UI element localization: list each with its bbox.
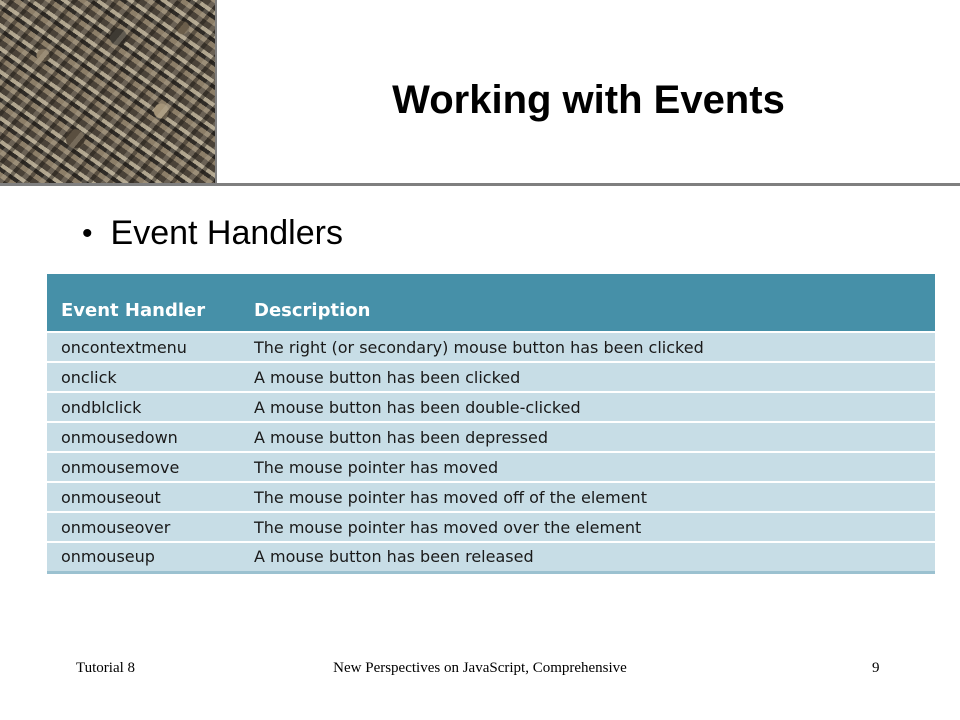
description-cell: The right (or secondary) mouse button has been clicked — [240, 332, 935, 362]
description-cell: A mouse button has been depressed — [240, 422, 935, 452]
header-event-handler: Event Handler — [47, 274, 240, 332]
bullet-text: Event Handlers — [110, 214, 343, 252]
description-cell: A mouse button has been double-clicked — [240, 392, 935, 422]
event-handler-cell: ondblclick — [47, 392, 240, 422]
header-description: Description — [240, 274, 935, 332]
header-photo — [0, 0, 215, 185]
event-handler-cell: onmousemove — [47, 452, 240, 482]
event-handler-cell: onmouseout — [47, 482, 240, 512]
table-row — [47, 392, 935, 422]
table-row — [47, 332, 935, 362]
table-header-row — [47, 274, 935, 332]
table-row — [47, 452, 935, 482]
footer-tutorial: Tutorial 8 — [76, 660, 136, 676]
event-handlers-table — [47, 274, 935, 574]
bullet-dot-icon: • — [82, 216, 93, 250]
event-handler-cell: onclick — [47, 362, 240, 392]
slide-title: Working with Events — [392, 78, 785, 122]
footer-book-title: New Perspectives on JavaScript, Comprehensive — [333, 660, 627, 676]
table-row — [47, 422, 935, 452]
footer-page-number: 9 — [872, 660, 880, 676]
table-row — [47, 542, 935, 572]
bullet-item — [82, 214, 343, 253]
description-cell: The mouse pointer has moved over the element — [240, 512, 935, 542]
event-handler-cell: oncontextmenu — [47, 332, 240, 362]
event-handler-cell: onmouseover — [47, 512, 240, 542]
header-divider-horizontal — [0, 183, 960, 186]
description-cell: The mouse pointer has moved — [240, 452, 935, 482]
description-cell: A mouse button has been released — [240, 542, 935, 572]
description-cell: The mouse pointer has moved off of the element — [240, 482, 935, 512]
table-row — [47, 482, 935, 512]
table-row — [47, 362, 935, 392]
event-handler-cell: onmouseup — [47, 542, 240, 572]
event-handler-cell: onmousedown — [47, 422, 240, 452]
description-cell: A mouse button has been clicked — [240, 362, 935, 392]
table-row — [47, 512, 935, 542]
